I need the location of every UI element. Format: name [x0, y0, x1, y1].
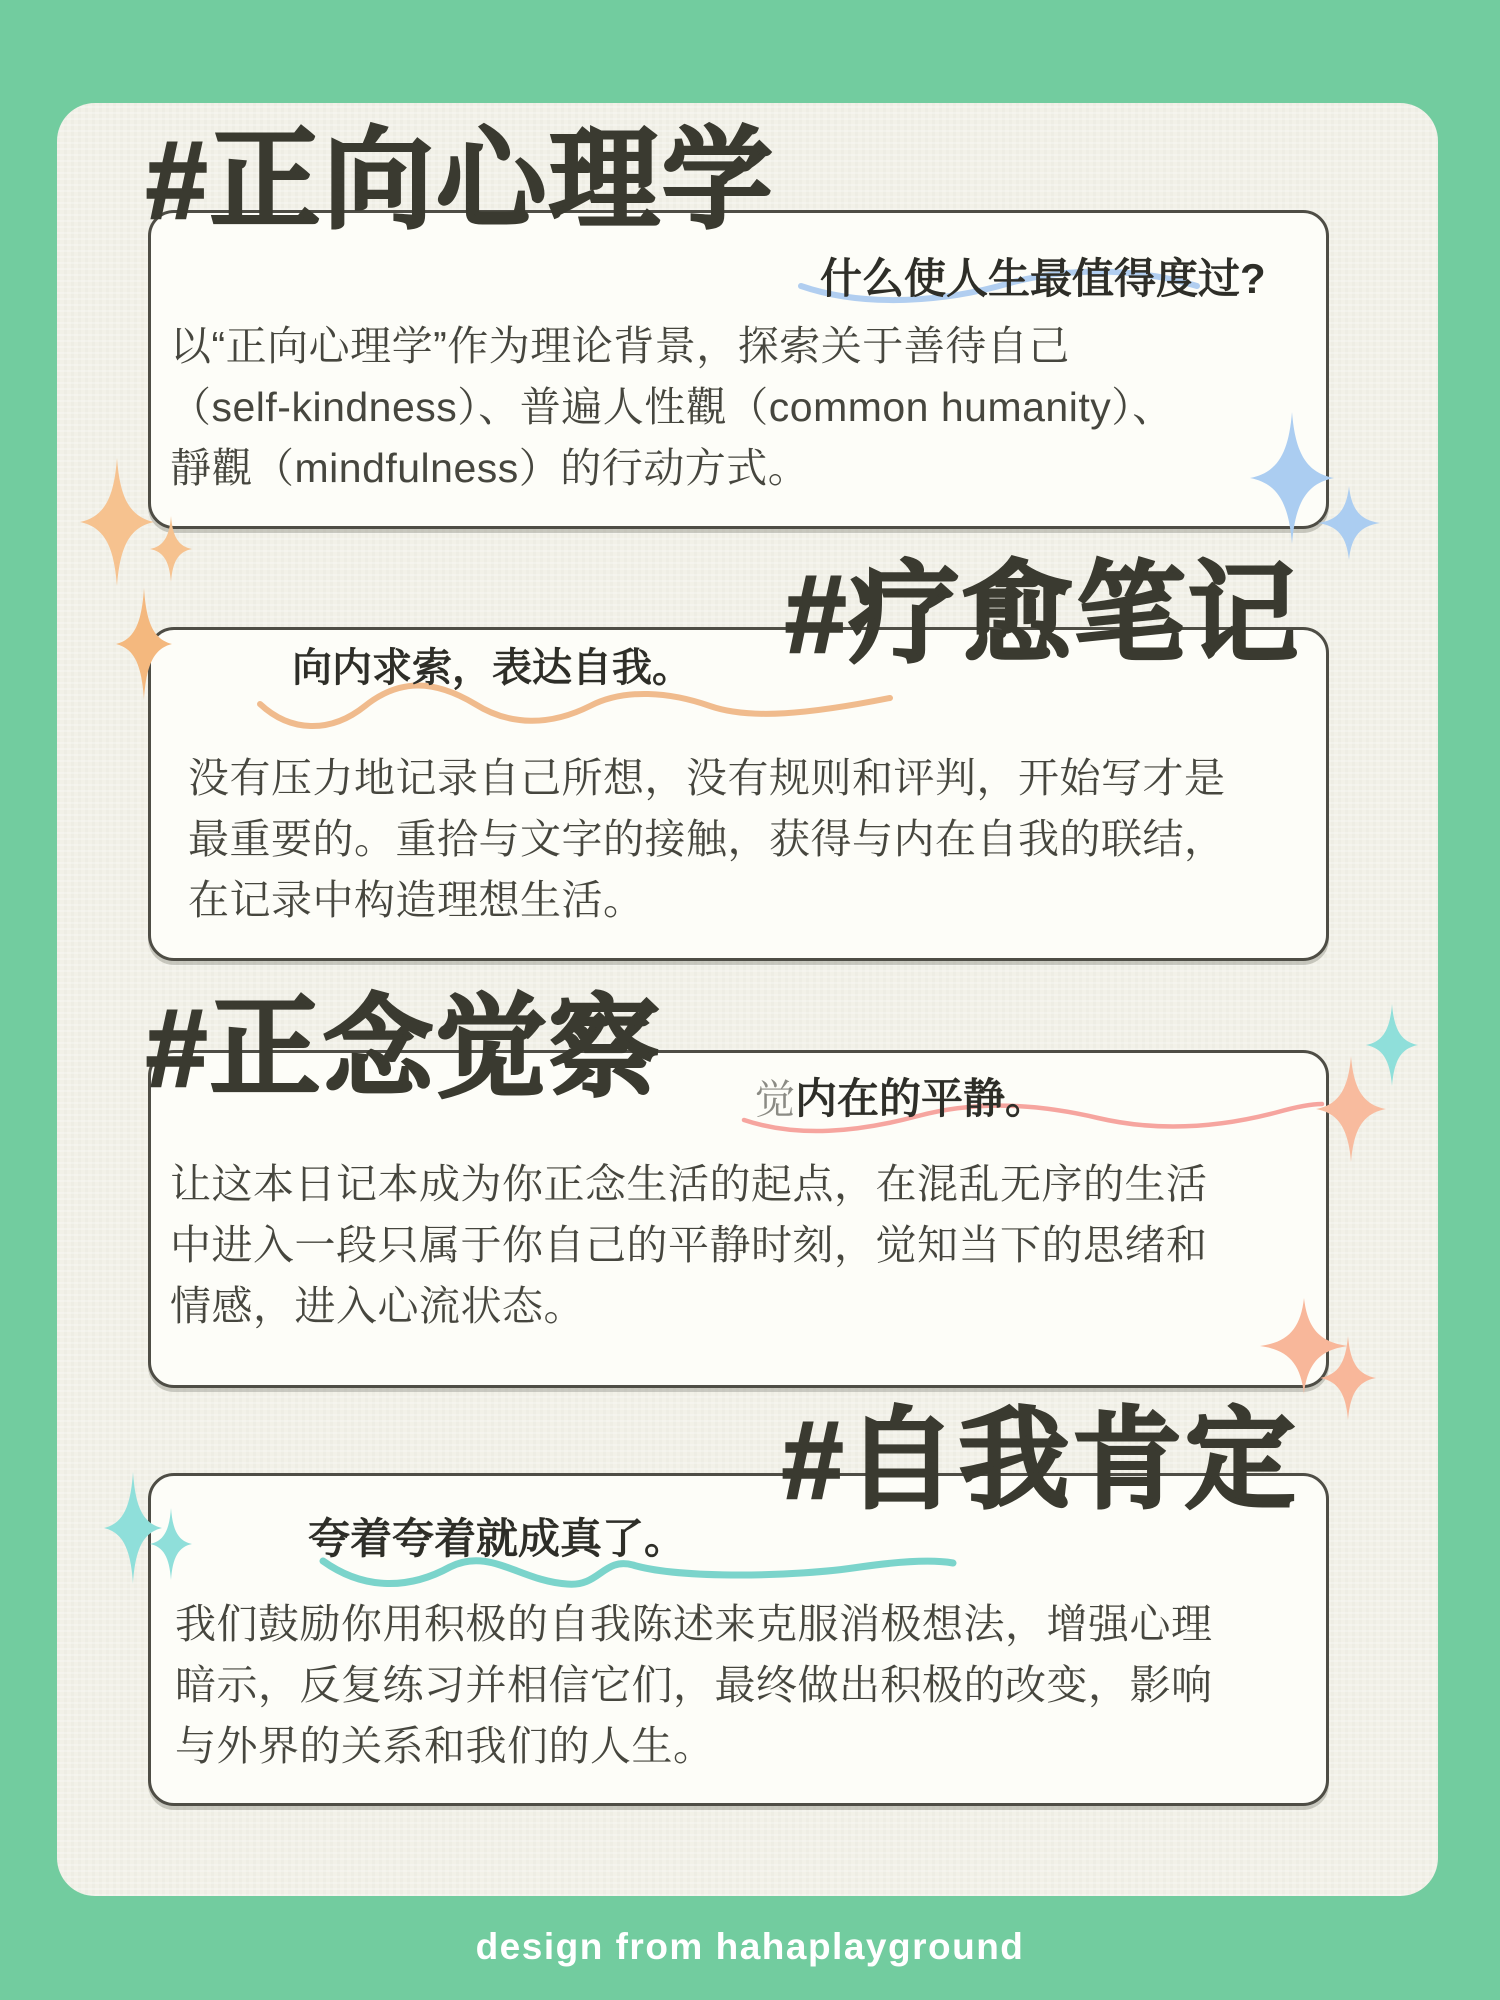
section-subtitle-positive-psychology: 什么使人生最值得度过? — [820, 255, 1266, 302]
section-title-healing-notes: #疗愈笔记 — [785, 553, 1302, 676]
sparkle-icon — [1316, 1056, 1386, 1162]
body-line: 没有压力地记录自己所想，没有规则和评判，开始写才是 — [188, 755, 1226, 801]
footer-credit: design from hahaplayground — [475, 1926, 1025, 1967]
sparkle-icon — [116, 588, 172, 700]
body-line: 暗示，反复练习并相信它们，最终做出积极的改变，影响 — [175, 1662, 1213, 1708]
sparkle-icon — [1320, 1336, 1376, 1420]
subtitle-light-prefix: 觉 — [755, 1078, 795, 1122]
subtitle-bold-part: 内在的平静。 — [795, 1075, 1048, 1122]
section-body-mindful-awareness — [170, 1154, 1208, 1337]
section-title-self-affirmation: #自我肯定 — [782, 1399, 1299, 1522]
body-line: 中进入一段只属于你自己的平静时刻，觉知当下的思绪和 — [170, 1222, 1208, 1268]
body-line: 与外界的关系和我们的人生。 — [175, 1723, 715, 1769]
body-line: 在记录中构造理想生活。 — [188, 877, 645, 923]
section-subtitle-self-affirmation: 夸着夸着就成真了。 — [308, 1515, 687, 1562]
section-body-self-affirmation — [175, 1594, 1213, 1777]
sparkle-icon — [80, 458, 154, 586]
body-line: （self-kindness）、普遍人性觀（common humanity）、 — [170, 384, 1174, 430]
body-line: 情感，进入心流状态。 — [170, 1283, 585, 1329]
section-subtitle-healing-notes: 向内求索，表达自我。 — [292, 646, 692, 690]
section-title-positive-psychology: #正向心理学 — [146, 119, 776, 242]
sparkle-icon — [150, 516, 192, 582]
body-line: 让这本日记本成为你正念生活的起点，在混乱无序的生活 — [170, 1161, 1208, 1207]
body-line: 靜觀（mindfulness）的行动方式。 — [170, 445, 810, 491]
section-body-healing-notes — [188, 748, 1226, 931]
section-body-positive-psychology — [170, 316, 1174, 499]
body-line: 最重要的。重拾与文字的接触，获得与内在自我的联结， — [188, 816, 1226, 862]
sparkle-icon — [150, 1508, 192, 1580]
sparkle-icon — [1318, 486, 1380, 560]
body-line: 我们鼓励你用积极的自我陈述来克服消极想法，增强心理 — [175, 1601, 1213, 1647]
section-title-mindful-awareness: #正念觉察 — [146, 987, 663, 1110]
body-line: 以“正向心理学”作为理论背景，探索关于善待自己 — [170, 323, 1070, 369]
section-subtitle-mindful-awareness — [755, 1066, 1047, 1126]
